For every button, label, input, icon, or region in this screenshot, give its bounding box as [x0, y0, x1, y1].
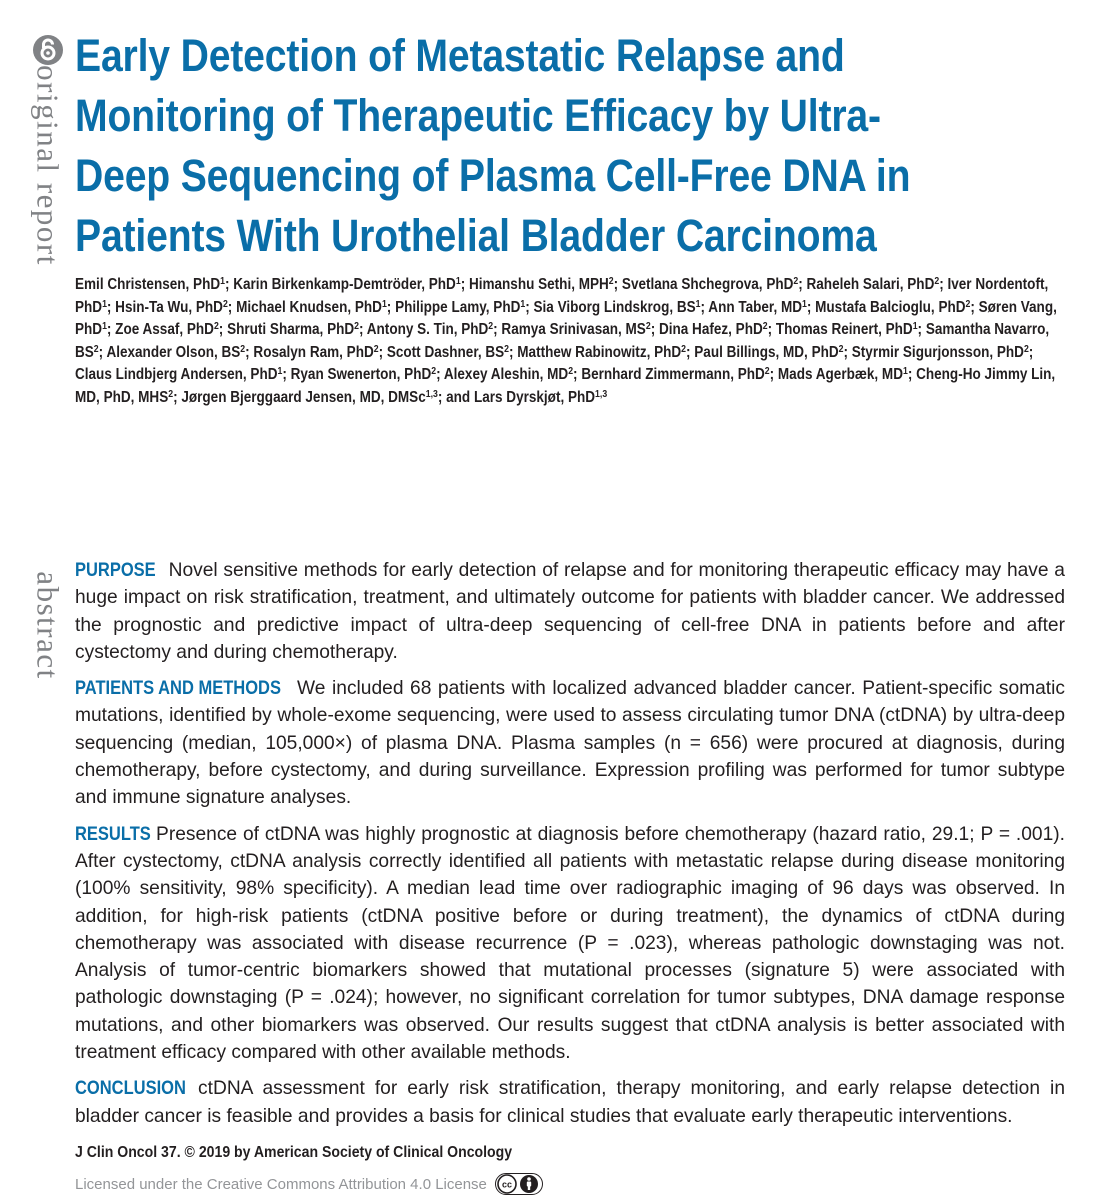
author-affiliation: 2 [934, 276, 940, 287]
author-affiliation: 2 [222, 298, 228, 310]
author-name: Styrmir Sigurjonsson, PhD$^2$ [851, 343, 1029, 361]
author-affiliation: 1 [277, 366, 283, 378]
author-name: Ryan Swenerton, PhD$^2$ [290, 366, 437, 384]
author-name: Dina Hafez, PhD$^2$ [658, 321, 768, 339]
author-name: Ramya Srinivasan, $MS^2$ [501, 321, 651, 339]
author-name: Paul Billings, MD, PhD$^2$ [694, 343, 844, 361]
author-affiliation: 2 [793, 276, 799, 287]
abstract-conclusion [75, 1075, 1065, 1130]
results-text: Presence of ctDNA was highly prognostic at diagnosis before chemotherapy (hazard ratio, 29.1; P = .001). After cystectomy, ctDNA analysis correctly identified all patients with metastatic relapse during disease monitoring (100% sensitivity, 98% specificity). A median lead time over radiographic imaging of 96 days was observed. In addition, for high-risk patients (ctDNA positive before or during treatment), the dynamics of ctDNA during chemotherapy was associated with disease recurrence (P = .023), whereas pathologic downstaging was not. Analysis of tumor-centric biomarkers showed that mutational processes (signature 5) were associated with pathologic downstaging (P = .024); however, no significant correlation for tumor subtypes, DNA damage response mutations, and other biomarkers was observed. Our results suggest that ctDNA analysis is better associated with treatment efficacy compared with other available methods. [75, 823, 1065, 1064]
author-affiliation: 2 [1023, 343, 1029, 355]
author-name: Scott Dashner, $BS^2$ [386, 343, 510, 361]
author-affiliation: 2 [504, 343, 510, 355]
conclusion-heading: CONCLUSION [75, 1078, 186, 1100]
author-affiliation: 2 [764, 366, 770, 378]
abstract-body [75, 557, 1065, 1139]
author-list: Emil Christensen, PhD$^1$; Karin Birkenkamp-Demtröder, PhD$^1$; Himanshu Sethi, MPH$^2$; Svetlana Shchegrova, PhD$^2$; Raheleh Salari, PhD$^2$; Iver Nordentoft, PhD$^1$; Hsin-Ta Wu, PhD$^2$; Michael Knudsen, PhD$^1$; Philippe Lamy, PhD$^1$; Sia Viborg Lindskrog, $BS^1$; Ann Taber, $MD^1$; Mustafa Balcioglu, PhD$^2$; Søren Vang, PhD$^1$; Zoe Assaf, PhD$^2$; Shruti Sharma, PhD$^2$; Antony S. Tin, PhD$^2$; Ramya Srinivasan, $MS^2$; Dina Hafez, PhD$^2$; Thomas Reinert, PhD$^1$; Samantha Navarro, $BS^2$; Alexander Olson, $BS^2$; Rosalyn Ram, PhD$^2$; Scott Dashner, $BS^2$; Matthew Rabinowitz, PhD$^2$; Paul Billings, MD, PhD$^2$; Styrmir Sigurjonsson, PhD$^2$; Claus Lindbjerg Andersen, PhD$^1$; Ryan Swenerton, PhD$^2$; Alexey Aleshin, $MD^2$; Bernhard Zimmermann, PhD$^2$; Mads Agerbæk, $MD^1$; Cheng-Ho Jimmy Lin, MD, PhD, MHS$^2$; Jørgen Bjerggaard Jensen, MD, DMSc$^{1,3}$; and Lars Dyrskjøt, PhD$^{1,3}$ [75, 276, 1057, 406]
author-name: Jørgen Bjerggaard Jensen, MD, DMSc$^{1,3}$ [181, 388, 438, 406]
author-name: Alexander Olson, $BS^2$ [106, 343, 246, 361]
abstract-purpose [75, 557, 1065, 666]
article-title: Early Detection of Metastatic Relapse and Monitoring of Therapeutic Efficacy by Ultra-Deep Sequencing of Plasma Cell-Free DNA in Patients With Urothelial Bladder Carcinoma [75, 30, 911, 261]
author-affiliation: 1 [102, 298, 107, 310]
abstract-results [75, 821, 1065, 1067]
purpose-heading: PURPOSE [75, 560, 156, 581]
author-name: Cheng-Ho Jimmy Lin, MD, PhD, MHS$^2$ [75, 366, 1056, 406]
author-name: Shruti Sharma, PhD$^2$ [227, 321, 359, 339]
author-name: Rosalyn Ram, PhD$^2$ [253, 343, 379, 361]
author-name: Hsin-Ta Wu, PhD$^2$ [115, 298, 228, 316]
author-affiliation: 2 [168, 388, 174, 400]
author-affiliation: 2 [608, 276, 614, 287]
author-affiliation: 1 [220, 276, 225, 287]
author-affiliation: 2 [838, 343, 844, 355]
author-affiliation: 2 [354, 321, 359, 333]
author-name: Svetlana Shchegrova, PhD$^2$ [621, 276, 799, 293]
author-name: Matthew Rabinowitz, PhD$^2$ [517, 343, 687, 361]
author-name: Bernhard Zimmermann, PhD$^2$ [581, 366, 770, 384]
author-name: Samantha Navarro, $BS^2$ [75, 321, 1050, 361]
author-name: Raheleh Salari, PhD$^2$ [806, 276, 940, 293]
author-name: Lars Dyrskjøt, PhD$^{1,3}$ [473, 388, 608, 406]
section-label-abstract: abstract [30, 571, 66, 680]
license-text[interactable]: Licensed under the Creative Commons Attribution 4.0 License [75, 1175, 487, 1193]
author-affiliation: 2 [488, 321, 494, 333]
author-affiliation: 1 [455, 276, 461, 287]
results-heading: RESULTS [75, 823, 151, 845]
purpose-text: Novel sensitive methods for early detection of relapse and for monitoring therapeutic efficacy may have a huge impact on risk stratification, treatment, and ultimately outcome for patients with bladder cancer. We addressed the prognostic and predictive impact of ultra-deep sequencing of cell-free DNA in patients before and after cystectomy and during chemotherapy. [75, 560, 1065, 663]
author-affiliation: 1 [902, 366, 908, 378]
author-affiliation: 1,3 [595, 388, 608, 400]
author-affiliation: 2 [240, 343, 246, 355]
author-name: Philippe Lamy, PhD$^1$ [395, 298, 526, 316]
author-affiliation: 2 [568, 366, 574, 378]
author-name: Emil Christensen, PhD$^1$ [75, 276, 225, 293]
author-name: Alexey Aleshin, $MD^2$ [443, 366, 574, 384]
author-name: Claus Lindbjerg Andersen, PhD$^1$ [75, 366, 283, 384]
author-affiliation: 1 [802, 298, 807, 310]
author-affiliation: 1,3 [425, 388, 438, 400]
author-affiliation: 2 [93, 343, 99, 355]
author-affiliation: 2 [762, 321, 768, 333]
conclusion-text: ctDNA assessment for early risk stratification, therapy monitoring, and early relapse detection in bladder cancer is feasible and provides a basis for clinical studies that evaluate early therapeutic interventions. [75, 1078, 1065, 1127]
author-affiliation: 2 [965, 298, 971, 310]
author-name: Sia Viborg Lindskrog, $BS^1$ [533, 298, 701, 316]
author-name: Søren Vang, PhD$^1$ [75, 298, 1057, 339]
author-name: Antony S. Tin, PhD$^2$ [366, 321, 494, 339]
author-affiliation: 2 [373, 343, 379, 355]
author-affiliation: 1 [695, 298, 701, 310]
open-access-icon [33, 35, 63, 65]
author-affiliation: 1 [102, 321, 107, 333]
author-name: Zoe Assaf, PhD$^2$ [115, 321, 219, 339]
abstract-methods [75, 675, 1065, 811]
author-affiliation: 1 [520, 298, 526, 310]
author-name: Mads Agerbæk, $MD^1$ [777, 366, 908, 384]
methods-text: We included 68 patients with localized advanced bladder cancer. Patient-specific somatic mutations, identified by whole-exome sequencing, were used to assess circulating tumor DNA (ctDNA) by ultra-deep sequencing (median, 105,000×) of plasma DNA. Plasma samples (n = 656) were procured at diagnosis, during chemotherapy, before cystectomy, and during surveillance. Expression profiling was performed for tumor subtype and immune signature analyses. [75, 678, 1065, 809]
author-name: Iver Nordentoft, PhD$^1$ [75, 276, 1049, 316]
author-affiliation: 2 [213, 321, 219, 333]
author-affiliation: 2 [431, 366, 437, 378]
journal-citation: J Clin Oncol 37. © 2019 by American Society of Clinical Oncology [75, 1144, 513, 1161]
author-name: Mustafa Balcioglu, PhD$^2$ [815, 298, 971, 316]
section-label-original-report: original report [30, 65, 66, 266]
author-affiliation: 1 [381, 298, 387, 310]
author-affiliation: 2 [681, 343, 687, 355]
creative-commons-icon[interactable] [495, 1173, 543, 1195]
author-name: Karin Birkenkamp-Demtröder, PhD$^1$ [233, 276, 461, 293]
svg-text:cc: cc [501, 1179, 512, 1190]
author-name: Thomas Reinert, PhD$^1$ [775, 321, 918, 339]
author-affiliation: 1 [912, 321, 918, 333]
author-name: Ann Taber, $MD^1$ [708, 298, 807, 316]
license-line [75, 1173, 543, 1195]
methods-heading: PATIENTS AND METHODS [75, 678, 281, 700]
author-affiliation: 2 [645, 321, 651, 333]
author-name: Michael Knudsen, PhD$^1$ [236, 298, 387, 316]
author-name: Himanshu Sethi, MPH$^2$ [468, 276, 614, 293]
